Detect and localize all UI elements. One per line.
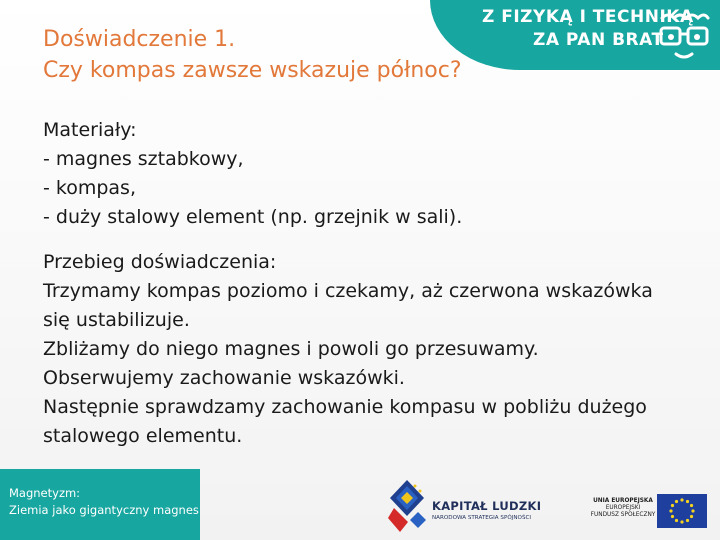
eu-line-1: UNIA EUROPEJSKA <box>593 498 653 504</box>
materials-section <box>43 116 693 232</box>
eu-flag-icon <box>657 494 707 528</box>
brand-line-2: ZA PAN BRAT <box>533 30 664 50</box>
slide-title <box>43 24 513 86</box>
eu-star <box>680 520 683 523</box>
mascot-face-icon <box>656 8 712 66</box>
title-line-1: Doświadczenie 1. <box>43 27 236 52</box>
kapital-ludzki-emblem-icon <box>388 478 426 534</box>
eu-star <box>691 509 694 512</box>
materials-item: - duży stalowy element (np. grzejnik w sali). <box>43 206 463 228</box>
materials-item: - magnes sztabkowy, <box>43 148 244 170</box>
eu-star <box>690 515 693 518</box>
title-line-2: Czy kompas zawsze wskazuje północ? <box>43 58 462 83</box>
eu-star <box>680 498 683 501</box>
eu-star <box>686 500 689 503</box>
procedure-line: się ustabilizuje. <box>43 309 190 331</box>
eu-star <box>671 504 674 507</box>
eu-star <box>669 509 672 512</box>
eu-star <box>675 519 678 522</box>
procedure-heading: Przebieg doświadczenia: <box>43 251 277 273</box>
procedure-line: Obserwujemy zachowanie wskazówki. <box>43 367 405 389</box>
footer-topic-line-1: Magnetyzm: <box>9 486 81 500</box>
eu-star <box>686 519 689 522</box>
procedure-line: stalowego elementu. <box>43 425 243 447</box>
procedure-section <box>43 248 693 451</box>
footer-topic-line-2: Ziemia jako gigantyczny magnes <box>9 503 199 517</box>
eu-star <box>690 504 693 507</box>
kapital-ludzki-subtitle: NARODOWA STRATEGIA SPÓJNOŚCI <box>432 515 532 521</box>
footer-topic <box>9 485 199 519</box>
procedure-line: Następnie sprawdzamy zachowanie kompasu w pobliżu dużego <box>43 396 647 418</box>
procedure-line: Trzymamy kompas poziomo i czekamy, aż czerwona wskazówka <box>43 280 653 302</box>
eu-line-2: EUROPEJSKI <box>605 505 641 511</box>
eu-star <box>671 515 674 518</box>
eu-line-3: FUNDUSZ SPOŁECZNY <box>590 512 656 518</box>
brand-line-1: Z FIZYKĄ I TECHNIKĄ <box>482 7 694 27</box>
procedure-line: Zbliżamy do niego magnes i powoli go przesuwamy. <box>43 338 539 360</box>
materials-heading: Materiały: <box>43 119 137 141</box>
kapital-ludzki-title: KAPITAŁ LUDZKI <box>432 499 542 513</box>
eu-text <box>588 498 658 519</box>
eu-star <box>675 500 678 503</box>
materials-item: - kompas, <box>43 177 136 199</box>
